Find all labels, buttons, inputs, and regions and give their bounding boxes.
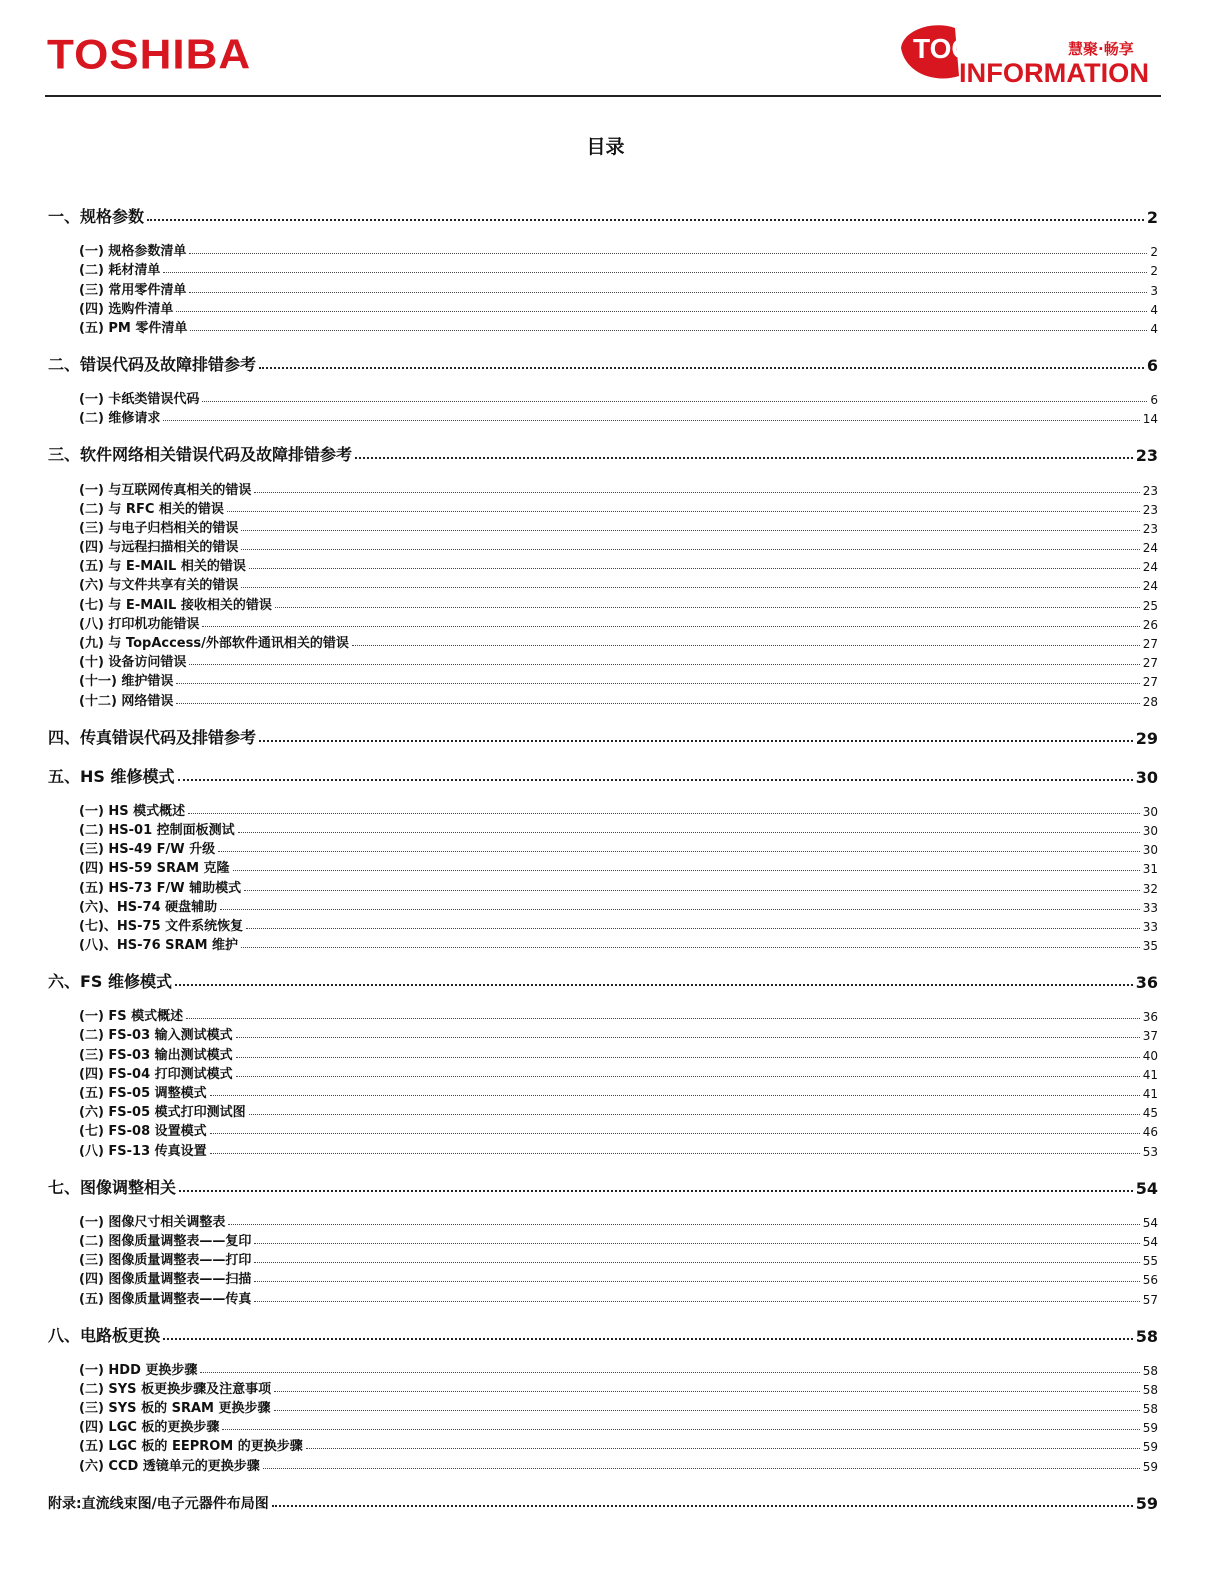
toc-subentry[interactable]: [48, 1082, 1158, 1101]
toc-entry-label: 七、图像调整相关: [48, 1177, 177, 1197]
toc-section: [48, 443, 1158, 708]
toc-chapter-entry[interactable]: [48, 353, 1158, 375]
toc-subentry[interactable]: [48, 632, 1158, 651]
toc-page-number: 26: [1142, 617, 1158, 632]
toc-page-number: 33: [1142, 919, 1158, 934]
toc-page-number: 23: [1142, 521, 1158, 536]
dot-leader: [176, 311, 1147, 312]
toc-page-number: 36: [1135, 973, 1158, 993]
dot-leader: [188, 813, 1140, 814]
toc-subentry[interactable]: [48, 259, 1158, 278]
toc-subentry[interactable]: [48, 278, 1158, 297]
toc-page-number: 27: [1142, 637, 1158, 651]
toc-entry-label: (四) 图像质量调整表——扫描: [79, 1272, 252, 1288]
dot-leader: [210, 1095, 1140, 1096]
dot-leader: [238, 832, 1140, 833]
toc-subentry[interactable]: [48, 1043, 1158, 1062]
toc-page-number: 54: [1142, 1234, 1158, 1249]
toc-entry-label: (八)、HS-76 SRAM 维护: [79, 938, 239, 954]
toc-page-number: 56: [1142, 1273, 1158, 1288]
toc-subentry[interactable]: [48, 1024, 1158, 1043]
toc-subentry[interactable]: [48, 1378, 1158, 1397]
toc-page-number: 6: [1146, 355, 1158, 375]
toc-subentry[interactable]: [48, 536, 1158, 555]
toc-entry-label: (五) HS-73 F/W 辅助模式: [79, 880, 242, 896]
dot-leader: [210, 1153, 1140, 1154]
toc-subentry[interactable]: [48, 1249, 1158, 1268]
toc-entry-label: (三) FS-03 输出测试模式: [79, 1047, 233, 1063]
toc-page-number: 40: [1142, 1048, 1158, 1063]
toc-entry-label: (一) 规格参数清单: [79, 244, 187, 260]
toc-page-number: 58: [1135, 1326, 1158, 1346]
dot-leader: [254, 492, 1139, 493]
toc-entry-label: (十一) 维护错误: [79, 674, 174, 690]
dot-leader: [244, 890, 1140, 891]
toc-subentry[interactable]: [48, 478, 1158, 497]
toc-entry-label: (六) CCD 透镜单元的更换步骤: [79, 1458, 260, 1474]
dot-leader: [189, 292, 1147, 293]
toc-subentry[interactable]: [48, 1120, 1158, 1139]
dot-leader: [274, 1410, 1140, 1411]
dot-leader: [189, 664, 1139, 665]
dot-leader: [186, 1018, 1140, 1019]
dot-leader: [220, 909, 1140, 910]
dot-leader: [275, 607, 1140, 608]
toc-page-number: 58: [1142, 1402, 1158, 1417]
toc-subentry[interactable]: [48, 1101, 1158, 1120]
toc-page-number: 35: [1142, 939, 1158, 954]
dot-leader: [259, 740, 1133, 742]
toc-entry-label: (七) 与 E-MAIL 接收相关的错误: [79, 597, 272, 613]
dot-leader: [236, 1057, 1140, 1058]
dot-leader: [218, 851, 1140, 852]
dot-leader: [254, 1281, 1139, 1282]
toc-entry-label: (二) 耗材清单: [79, 263, 161, 279]
toc-entry-label: (五) PM 零件清单: [79, 320, 188, 336]
toc-section: [48, 1324, 1158, 1474]
toc-entry-label: (十) 设备访问错误: [79, 655, 187, 671]
toc-entry-label: (二) FS-03 输入测试模式: [79, 1028, 233, 1044]
toc-subentry[interactable]: [48, 555, 1158, 574]
toc-subentry[interactable]: [48, 317, 1158, 336]
toc-page-number: 14: [1142, 412, 1158, 427]
toc-entry-label: (一) HDD 更换步骤: [79, 1362, 198, 1378]
dot-leader: [233, 870, 1140, 871]
toc-page-number: 25: [1142, 598, 1158, 613]
toc-subentry[interactable]: [48, 1454, 1158, 1473]
toc-page-number: 31: [1142, 862, 1158, 877]
dot-leader: [259, 367, 1144, 369]
toc-entry-label: 附录:直流线束图/电子元器件布局图: [48, 1495, 269, 1512]
toc-subentry[interactable]: [48, 1416, 1158, 1435]
toc-entry-label: 五、HS 维修模式: [48, 766, 175, 786]
toc-entry-label: (四) 选购件清单: [79, 301, 174, 317]
toc-chapter-entry[interactable]: [48, 1176, 1158, 1198]
toc-page-number: 24: [1142, 579, 1158, 594]
toc-subentry[interactable]: [48, 388, 1158, 407]
dot-leader: [189, 253, 1147, 254]
toc-section: [48, 765, 1158, 954]
toc-page-number: 23: [1135, 446, 1158, 466]
toc-entry-label: (六)、HS-74 硬盘辅助: [79, 899, 218, 915]
toc-subentry[interactable]: [48, 1435, 1158, 1454]
toc-entry-label: (三) 图像质量调整表——打印: [79, 1253, 252, 1269]
toc-subentry[interactable]: [48, 1005, 1158, 1024]
toc-entry-label: 二、错误代码及故障排错参考: [48, 354, 257, 374]
toc-page-number: 41: [1142, 1067, 1158, 1082]
dot-leader: [236, 1076, 1140, 1077]
toc-page-number: 30: [1142, 843, 1158, 858]
dot-leader: [227, 511, 1140, 512]
toc-page-number: 36: [1142, 1010, 1158, 1025]
toc-subentry[interactable]: [48, 800, 1158, 819]
dot-leader: [175, 984, 1133, 986]
toc-entry-label: (三) 与电子归档相关的错误: [79, 520, 239, 536]
toc-page-number: 54: [1142, 1215, 1158, 1230]
dot-leader: [228, 1224, 1139, 1225]
toc-entry-label: (四) FS-04 打印测试模式: [79, 1066, 233, 1082]
toc-subentry[interactable]: [48, 876, 1158, 895]
toc-page-number: 37: [1142, 1029, 1158, 1044]
toc-subentry[interactable]: [48, 689, 1158, 708]
toc-section: [48, 1176, 1158, 1307]
toc-subentry[interactable]: [48, 1287, 1158, 1306]
dot-leader: [163, 420, 1139, 421]
toc-entry-label: (二) 维修请求: [79, 411, 161, 427]
dot-leader: [306, 1448, 1140, 1449]
dot-leader: [246, 928, 1140, 929]
toc-entry-label: (六) FS-05 模式打印测试图: [79, 1105, 246, 1121]
dot-leader: [355, 457, 1133, 459]
toc-page-number: 59: [1142, 1421, 1158, 1436]
toc-page-number: 4: [1150, 302, 1158, 317]
toc-subentry[interactable]: [48, 670, 1158, 689]
toc-subentry[interactable]: [48, 1359, 1158, 1378]
toc-subentry[interactable]: [48, 857, 1158, 876]
toc-section: [48, 205, 1158, 336]
toc-entry-label: (一) 与互联网传真相关的错误: [79, 482, 252, 498]
toc-section: [48, 726, 1158, 748]
toc-section: [48, 970, 1158, 1159]
logo-line2-text: INFORMATION: [959, 58, 1149, 88]
toc-page-number: 27: [1142, 675, 1158, 690]
toc-page-number: 23: [1142, 483, 1158, 498]
toc-page-number: 24: [1142, 541, 1158, 556]
logo-line1-text: TOGETHER: [913, 33, 1069, 64]
toc-entry-label: (二) SYS 板更换步骤及注意事项: [79, 1381, 272, 1397]
toc-page-number: 59: [1142, 1459, 1158, 1474]
toc-subentry[interactable]: [48, 240, 1158, 259]
toc-entry-label: (四) HS-59 SRAM 克隆: [79, 861, 230, 877]
toc-entry-label: (四) LGC 板的更换步骤: [79, 1420, 220, 1436]
toc-page-number: 3: [1150, 283, 1158, 298]
dot-leader: [178, 779, 1133, 781]
toc-entry-label: (一) HS 模式概述: [79, 803, 186, 819]
page-header: [45, 0, 1161, 97]
toc-entry-label: 八、电路板更换: [48, 1325, 161, 1345]
toc-page-number: 2: [1146, 208, 1158, 227]
toc-page-number: 30: [1135, 767, 1158, 787]
toc-chapter-entry[interactable]: [48, 726, 1158, 748]
toc-entry-label: (十二) 网络错误: [79, 693, 174, 709]
toc-entry-label: (三) HS-49 F/W 升级: [79, 842, 216, 858]
toc-chapter-entry[interactable]: [48, 970, 1158, 992]
toc-subentry[interactable]: [48, 1139, 1158, 1158]
toc-entry-label: (八) 打印机功能错误: [79, 616, 200, 632]
toc-subentry[interactable]: [48, 1211, 1158, 1230]
toc-appendix-entry[interactable]: [48, 1491, 1158, 1513]
toc-entry-label: 四、传真错误代码及排错参考: [48, 727, 257, 747]
toc-page-number: 30: [1142, 804, 1158, 819]
toc-entry-label: (五) 与 E-MAIL 相关的错误: [79, 559, 246, 575]
dot-leader: [241, 549, 1139, 550]
toc-entry-label: (二) 图像质量调整表——复印: [79, 1233, 252, 1249]
dot-leader: [254, 1301, 1139, 1302]
dot-leader: [210, 1133, 1140, 1134]
toc-page-number: 32: [1142, 881, 1158, 896]
dot-leader: [352, 645, 1140, 646]
toc-entry-label: 六、FS 维修模式: [48, 972, 173, 992]
toc-subentry[interactable]: [48, 498, 1158, 517]
dot-leader: [254, 1262, 1139, 1263]
toc-entry-label: (一) 图像尺寸相关调整表: [79, 1214, 226, 1230]
toc-entry-label: (三) 常用零件清单: [79, 282, 187, 298]
toc-entry-label: (一) 卡纸类错误代码: [79, 392, 200, 408]
toc-entry-label: (二) 与 RFC 相关的错误: [79, 501, 224, 517]
toc-page-number: 41: [1142, 1087, 1158, 1101]
toc-page-number: 6: [1150, 393, 1158, 408]
toc-page-number: 4: [1150, 321, 1158, 336]
table-of-contents: [48, 205, 1158, 1513]
toc-chapter-entry[interactable]: [48, 443, 1158, 465]
toc-subentry[interactable]: [48, 1268, 1158, 1287]
toc-subentry[interactable]: [48, 819, 1158, 838]
toc-page-number: 29: [1135, 728, 1158, 748]
dot-leader: [163, 1338, 1133, 1340]
logo-cn-text: 慧聚·畅享: [1068, 40, 1134, 58]
toc-page-number: 2: [1150, 245, 1158, 260]
toc-page-number: 59: [1135, 1493, 1158, 1513]
toc-chapter-entry[interactable]: [48, 205, 1158, 227]
dot-leader: [241, 530, 1139, 531]
dot-leader: [200, 1372, 1139, 1373]
dot-leader: [236, 1037, 1140, 1038]
dot-leader: [202, 626, 1139, 627]
dot-leader: [190, 330, 1147, 331]
toc-subentry[interactable]: [48, 1397, 1158, 1416]
dot-leader: [202, 401, 1147, 402]
toc-subentry[interactable]: [48, 934, 1158, 953]
dot-leader: [263, 1468, 1140, 1469]
toc-page-number: 45: [1142, 1106, 1158, 1121]
toc-entry-label: (九) 与 TopAccess/外部软件通讯相关的错误: [79, 636, 349, 651]
toc-entry-label: (七)、HS-75 文件系统恢复: [79, 918, 244, 934]
together-information-logo: [893, 18, 1153, 88]
toc-section: [48, 353, 1158, 426]
toc-subentry[interactable]: [48, 574, 1158, 593]
toc-subentry[interactable]: [48, 838, 1158, 857]
toc-entry-label: (八) FS-13 传真设置: [79, 1143, 207, 1159]
toc-entry-label: (五) 图像质量调整表——传真: [79, 1291, 252, 1307]
toc-title: 目录: [586, 136, 625, 158]
dot-leader: [179, 1190, 1133, 1192]
toc-chapter-entry[interactable]: [48, 1324, 1158, 1346]
toc-subentry[interactable]: [48, 651, 1158, 670]
toc-chapter-entry[interactable]: [48, 765, 1158, 787]
toc-entry-label: (三) SYS 板的 SRAM 更换步骤: [79, 1401, 271, 1417]
toc-entry-label: (七) FS-08 设置模式: [79, 1124, 207, 1140]
toc-subentry[interactable]: [48, 613, 1158, 632]
dot-leader: [163, 272, 1147, 273]
toc-page-number: 58: [1142, 1382, 1158, 1397]
dot-leader: [222, 1429, 1139, 1430]
toc-page-number: 2: [1150, 264, 1158, 279]
toc-subentry[interactable]: [48, 896, 1158, 915]
dot-leader: [241, 587, 1139, 588]
toc-page-number: 27: [1142, 656, 1158, 671]
dot-leader: [249, 568, 1140, 569]
toc-entry-label: (六) 与文件共享有关的错误: [79, 578, 239, 594]
toc-page-number: 58: [1142, 1363, 1158, 1378]
toc-entry-label: 一、规格参数: [48, 207, 145, 226]
toc-subentry[interactable]: [48, 1063, 1158, 1082]
dot-leader: [147, 219, 1144, 221]
dot-leader: [241, 947, 1140, 948]
toc-page-number: 33: [1142, 900, 1158, 915]
toc-page-number: 30: [1142, 823, 1158, 838]
dot-leader: [176, 683, 1139, 684]
toc-page-number: 28: [1142, 694, 1158, 709]
dot-leader: [254, 1243, 1139, 1244]
toc-subentry[interactable]: [48, 298, 1158, 317]
toc-page-number: 46: [1142, 1125, 1158, 1140]
toc-page-number: 24: [1142, 560, 1158, 575]
toc-entry-label: (二) HS-01 控制面板测试: [79, 822, 235, 838]
toc-page-number: 54: [1135, 1178, 1158, 1198]
toc-page-number: 59: [1142, 1440, 1158, 1455]
toc-entry-label: (四) 与远程扫描相关的错误: [79, 540, 239, 556]
toc-subentry[interactable]: [48, 593, 1158, 612]
toc-entry-label: (一) FS 模式概述: [79, 1009, 184, 1025]
toc-page-number: 23: [1142, 502, 1158, 517]
toc-entry-label: (五) LGC 板的 EEPROM 的更换步骤: [79, 1439, 303, 1455]
toc-subentry[interactable]: [48, 407, 1158, 426]
toc-entry-label: (五) FS-05 调整模式: [79, 1086, 207, 1101]
dot-leader: [249, 1114, 1140, 1115]
dot-leader: [274, 1391, 1140, 1392]
toc-subentry[interactable]: [48, 915, 1158, 934]
toc-page-number: 55: [1142, 1254, 1158, 1269]
dot-leader: [176, 703, 1139, 704]
toc-page-number: 57: [1142, 1292, 1158, 1307]
toc-subentry[interactable]: [48, 1230, 1158, 1249]
toc-page-number: 53: [1142, 1144, 1158, 1159]
toc-entry-label: 三、软件网络相关错误代码及故障排错参考: [48, 445, 353, 465]
toshiba-logo: TOSHIBA: [47, 31, 252, 78]
dot-leader: [272, 1505, 1133, 1507]
toc-subentry[interactable]: [48, 517, 1158, 536]
